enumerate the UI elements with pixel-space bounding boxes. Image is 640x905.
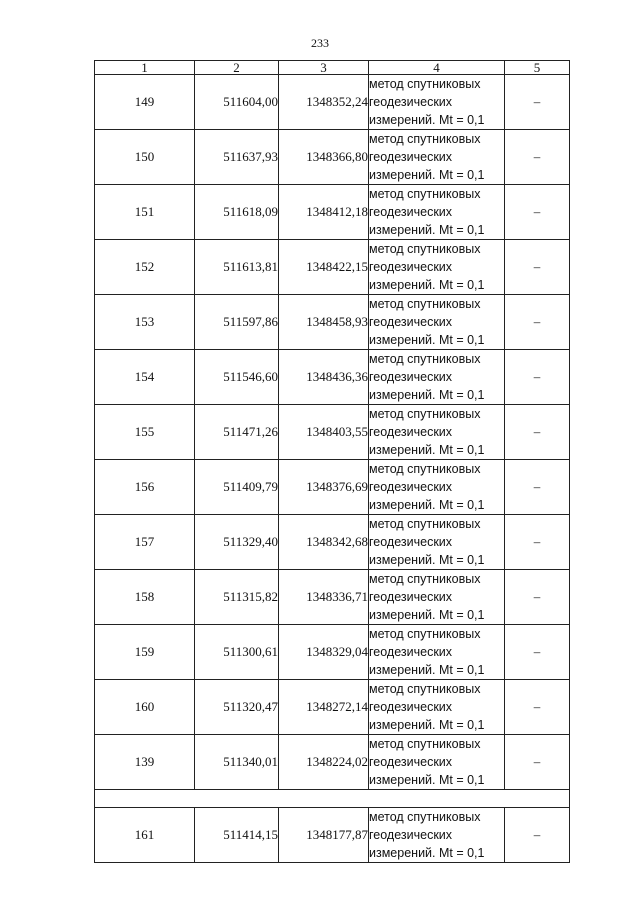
header-col-2: 2	[195, 61, 279, 75]
method-line-2: геодезических	[369, 590, 453, 604]
method-cell	[369, 295, 505, 350]
gap-cell	[95, 790, 570, 808]
method-line-2: геодезических	[369, 425, 453, 439]
point-number: 160	[95, 680, 195, 735]
coord-y: 1348224,02	[279, 735, 369, 790]
header-col-3: 3	[279, 61, 369, 75]
coord-x: 511618,09	[195, 185, 279, 240]
note-cell: –	[505, 405, 570, 460]
coord-y: 1348342,68	[279, 515, 369, 570]
table-header-row	[95, 61, 570, 75]
coord-x: 511546,60	[195, 350, 279, 405]
method-line-3: измерений. Mt = 0,1	[369, 443, 485, 457]
point-number: 161	[95, 808, 195, 863]
method-cell	[369, 75, 505, 130]
point-number: 149	[95, 75, 195, 130]
method-line-3: измерений. Mt = 0,1	[369, 846, 485, 860]
point-number: 159	[95, 625, 195, 680]
method-line-2: геодезических	[369, 535, 453, 549]
point-number: 158	[95, 570, 195, 625]
method-cell	[369, 625, 505, 680]
method-line-3: измерений. Mt = 0,1	[369, 773, 485, 787]
method-cell	[369, 808, 505, 863]
note-cell: –	[505, 625, 570, 680]
table-row	[95, 808, 570, 863]
point-number: 157	[95, 515, 195, 570]
coord-x: 511613,81	[195, 240, 279, 295]
point-number: 153	[95, 295, 195, 350]
method-line-2: геодезических	[369, 315, 453, 329]
table-row	[95, 240, 570, 295]
table-row	[95, 75, 570, 130]
table-row	[95, 460, 570, 515]
method-line-2: геодезических	[369, 95, 453, 109]
point-number: 155	[95, 405, 195, 460]
coord-y: 1348422,15	[279, 240, 369, 295]
coord-y: 1348272,14	[279, 680, 369, 735]
method-cell	[369, 460, 505, 515]
method-cell	[369, 515, 505, 570]
method-line-3: измерений. Mt = 0,1	[369, 553, 485, 567]
note-cell: –	[505, 735, 570, 790]
method-cell	[369, 735, 505, 790]
method-line-1: метод спутниковых	[369, 737, 481, 751]
method-cell	[369, 240, 505, 295]
method-cell	[369, 570, 505, 625]
method-line-1: метод спутниковых	[369, 132, 481, 146]
table-row	[95, 680, 570, 735]
header-col-5: 5	[505, 61, 570, 75]
coord-x: 511300,61	[195, 625, 279, 680]
coord-x: 511409,79	[195, 460, 279, 515]
method-line-3: измерений. Mt = 0,1	[369, 608, 485, 622]
table-row	[95, 130, 570, 185]
table-row	[95, 625, 570, 680]
method-line-2: геодезических	[369, 645, 453, 659]
table-row	[95, 295, 570, 350]
coord-y: 1348458,93	[279, 295, 369, 350]
method-line-3: измерений. Mt = 0,1	[369, 718, 485, 732]
coord-x: 511637,93	[195, 130, 279, 185]
method-line-1: метод спутниковых	[369, 462, 481, 476]
method-line-1: метод спутниковых	[369, 242, 481, 256]
table-row	[95, 515, 570, 570]
table-row	[95, 350, 570, 405]
header-col-4: 4	[369, 61, 505, 75]
point-number: 151	[95, 185, 195, 240]
method-cell	[369, 680, 505, 735]
coord-x: 511471,26	[195, 405, 279, 460]
method-line-1: метод спутниковых	[369, 682, 481, 696]
point-number: 139	[95, 735, 195, 790]
method-line-3: измерений. Mt = 0,1	[369, 663, 485, 677]
coord-x: 511340,01	[195, 735, 279, 790]
point-number: 152	[95, 240, 195, 295]
method-line-1: метод спутниковых	[369, 77, 481, 91]
method-line-3: измерений. Mt = 0,1	[369, 278, 485, 292]
point-number: 156	[95, 460, 195, 515]
point-number: 150	[95, 130, 195, 185]
method-line-2: геодезических	[369, 755, 453, 769]
coord-x: 511329,40	[195, 515, 279, 570]
method-line-2: геодезических	[369, 150, 453, 164]
method-line-3: измерений. Mt = 0,1	[369, 168, 485, 182]
note-cell: –	[505, 75, 570, 130]
note-cell: –	[505, 460, 570, 515]
coord-y: 1348336,71	[279, 570, 369, 625]
method-line-2: геодезических	[369, 260, 453, 274]
method-line-1: метод спутниковых	[369, 407, 481, 421]
method-line-1: метод спутниковых	[369, 572, 481, 586]
coord-y: 1348376,69	[279, 460, 369, 515]
note-cell: –	[505, 295, 570, 350]
coord-y: 1348352,24	[279, 75, 369, 130]
method-line-1: метод спутниковых	[369, 352, 481, 366]
coord-y: 1348329,04	[279, 625, 369, 680]
coordinates-table	[94, 60, 570, 863]
header-col-1: 1	[95, 61, 195, 75]
method-cell	[369, 405, 505, 460]
coord-x: 511320,47	[195, 680, 279, 735]
note-cell: –	[505, 185, 570, 240]
coord-y: 1348403,55	[279, 405, 369, 460]
method-cell	[369, 130, 505, 185]
method-cell	[369, 350, 505, 405]
coord-y: 1348177,87	[279, 808, 369, 863]
method-line-3: измерений. Mt = 0,1	[369, 388, 485, 402]
point-number: 154	[95, 350, 195, 405]
note-cell: –	[505, 515, 570, 570]
coord-x: 511315,82	[195, 570, 279, 625]
method-cell	[369, 185, 505, 240]
method-line-3: измерений. Mt = 0,1	[369, 113, 485, 127]
note-cell: –	[505, 350, 570, 405]
coord-y: 1348436,36	[279, 350, 369, 405]
method-line-1: метод спутниковых	[369, 627, 481, 641]
method-line-1: метод спутниковых	[369, 297, 481, 311]
coord-x: 511604,00	[195, 75, 279, 130]
method-line-1: метод спутниковых	[369, 810, 481, 824]
note-cell: –	[505, 570, 570, 625]
method-line-2: геодезических	[369, 828, 453, 842]
coord-y: 1348412,18	[279, 185, 369, 240]
note-cell: –	[505, 808, 570, 863]
table-row	[95, 570, 570, 625]
page-number: 233	[311, 36, 329, 50]
method-line-1: метод спутниковых	[369, 187, 481, 201]
table-row	[95, 405, 570, 460]
method-line-2: геодезических	[369, 205, 453, 219]
note-cell: –	[505, 240, 570, 295]
note-cell: –	[505, 680, 570, 735]
table-row	[95, 735, 570, 790]
method-line-2: геодезических	[369, 370, 453, 384]
note-cell: –	[505, 130, 570, 185]
method-line-3: измерений. Mt = 0,1	[369, 223, 485, 237]
method-line-2: геодезических	[369, 700, 453, 714]
table-gap-row	[95, 790, 570, 808]
coord-x: 511597,86	[195, 295, 279, 350]
method-line-2: геодезических	[369, 480, 453, 494]
method-line-3: измерений. Mt = 0,1	[369, 498, 485, 512]
method-line-1: метод спутниковых	[369, 517, 481, 531]
coord-x: 511414,15	[195, 808, 279, 863]
coord-y: 1348366,80	[279, 130, 369, 185]
table-row	[95, 185, 570, 240]
method-line-3: измерений. Mt = 0,1	[369, 333, 485, 347]
